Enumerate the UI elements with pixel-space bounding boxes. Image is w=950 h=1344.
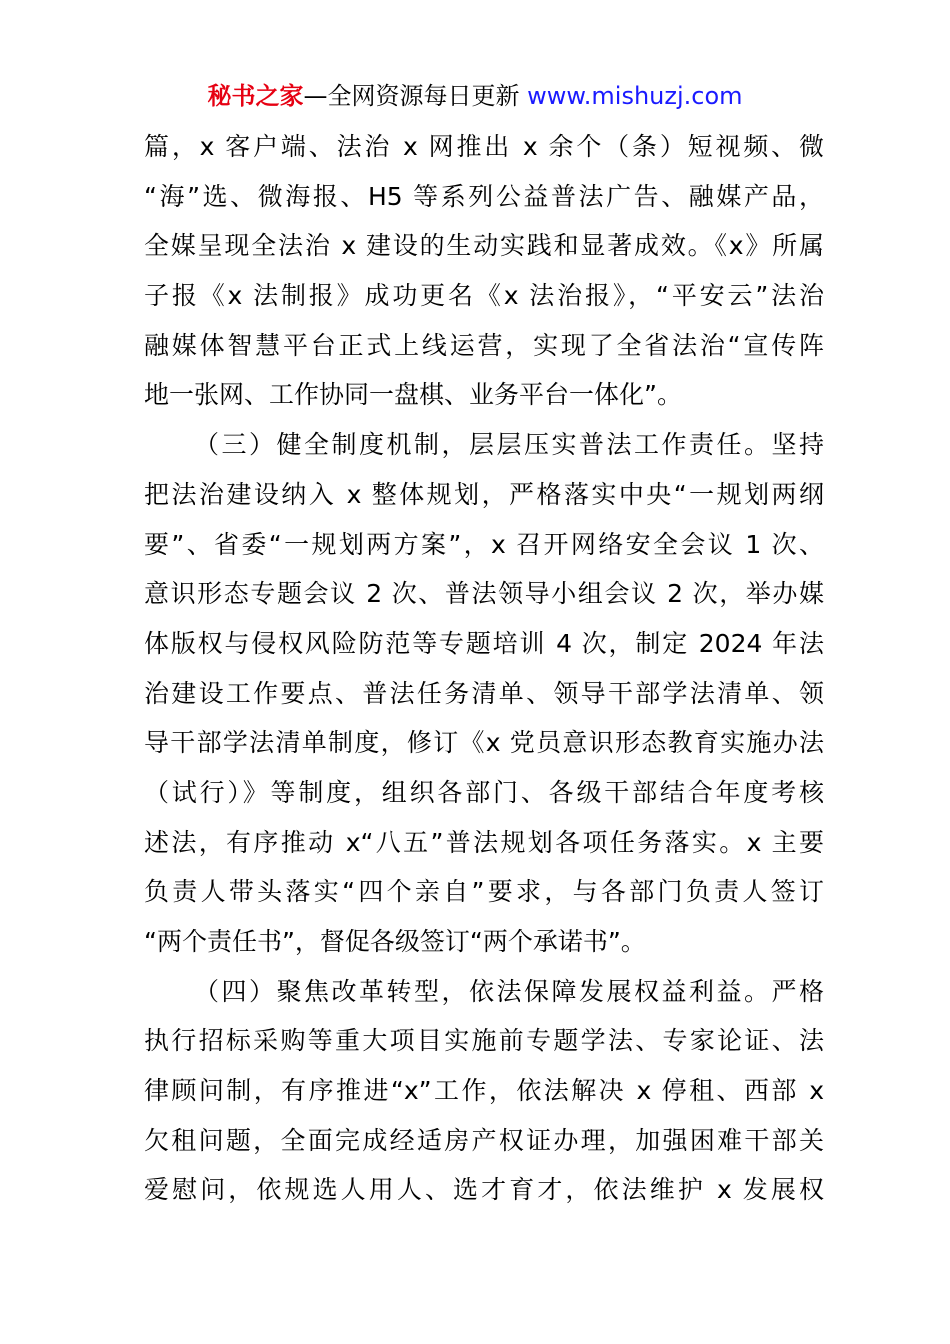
header-tagline: —全网资源每日更新 bbox=[303, 82, 520, 110]
text-line: 子报《x 法制报》成功更名《x 法治报》，“平安云”法治 bbox=[144, 281, 824, 311]
text-line: 把法治建设纳入 x 整体规划，严格落实中央“一规划两纲 bbox=[144, 479, 824, 509]
text-line-paragraph-end: “两个责任书”，督促各级签订“两个承诺书”。 bbox=[144, 927, 646, 956]
text-line: 篇，x 客户端、法治 x 网推出 x 余个（条）短视频、微 bbox=[144, 132, 824, 161]
text-line: 体版权与侵权风险防范等专题培训 4 次，制定 2024 年法 bbox=[144, 628, 824, 658]
section-three-heading-line: （三）健全制度机制，层层压实普法工作责任。坚持 bbox=[194, 430, 824, 460]
text-line: 意识形态专题会议 2 次、普法领导小组会议 2 次，举办媒 bbox=[144, 579, 824, 609]
document-body bbox=[144, 122, 824, 1215]
site-url-link[interactable]: www.mishuzj.com bbox=[527, 82, 743, 110]
text-line: 治建设工作要点、普法任务清单、领导干部学法清单、领 bbox=[144, 678, 824, 708]
text-line: （试行）》等制度，组织各部门、各级干部结合年度考核 bbox=[144, 777, 824, 807]
text-line: 要”、省委“一规划两方案”，x 召开网络安全会议 1 次、 bbox=[144, 529, 824, 559]
site-header bbox=[0, 79, 950, 113]
brand-name: 秘书之家 bbox=[207, 82, 304, 110]
text-line: 律顾问制，有序推进“x”工作，依法解决 x 停租、西部 x bbox=[144, 1076, 824, 1106]
text-line-paragraph-end: 地一张网、工作协同一盘棋、业务平台一体化”。 bbox=[144, 380, 682, 410]
text-line: 欠租问题，全面完成经适房产权证办理，加强困难干部关 bbox=[144, 1125, 824, 1155]
text-line: 全媒呈现全法治 x 建设的生动实践和显著成效。《x》所属 bbox=[144, 231, 824, 261]
text-line: “海”选、微海报、H5 等系列公益普法广告、融媒产品， bbox=[144, 181, 824, 211]
section-four-heading-line: （四）聚焦改革转型，依法保障发展权益利益。严格 bbox=[194, 976, 824, 1006]
text-line: 述法，有序推动 x“八五”普法规划各项任务落实。x 主要 bbox=[144, 827, 824, 857]
text-line: 执行招标采购等重大项目实施前专题学法、专家论证、法 bbox=[144, 1026, 824, 1056]
text-line: 爱慰问，依规选人用人、选才育才，依法维护 x 发展权 bbox=[144, 1175, 824, 1205]
text-line: 负责人带头落实“四个亲自”要求，与各部门负责人签订 bbox=[144, 877, 824, 907]
text-line: 融媒体智慧平台正式上线运营，实现了全省法治“宣传阵 bbox=[144, 330, 824, 360]
text-line: 导干部学法清单制度，修订《x 党员意识形态教育实施办法 bbox=[144, 728, 824, 758]
